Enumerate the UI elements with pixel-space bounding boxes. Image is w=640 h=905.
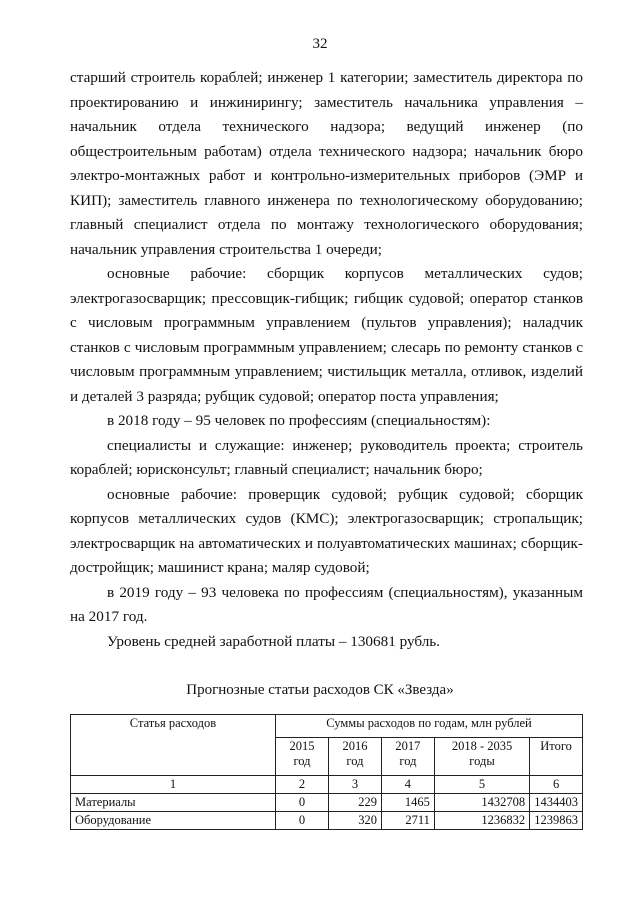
table-row [71,812,583,830]
table-cell: 0 [276,812,329,830]
table-cell: 1236832 [434,812,529,830]
paragraph: Уровень средней заработной платы – 130681 рубль. [107,632,441,650]
column-number: 4 [381,776,434,794]
column-number: 5 [434,776,529,794]
column-header-item: Статья расходов [71,715,276,776]
table-cell: 320 [328,812,381,830]
column-number: 1 [71,776,276,794]
paragraph: специалисты и служащие: инженер; руководитель проекта; строитель кораблей; юрисконсульт; главный специалист; начальник бюро; [70,436,583,478]
column-number-row [71,776,583,794]
expense-table [70,714,583,830]
column-header-year: 2018 - 2035 годы [434,738,529,776]
paragraph: основные рабочие: сборщик корпусов металлических судов; электрогазосварщик; прессовщик-гибщик; гибщик судовой; оператор станков с числовым программным управлением (пультов управления); наладчик станков с числовым программным управлением; слесарь по ремонту станков с числовым программным управлением; чистильщик металла, отливок, изделий и деталей 3 разряда; рубщик судовой; оператор поста управления; [70,265,583,405]
table-cell: 1239863 [530,812,583,830]
table-cell: 229 [328,794,381,812]
column-number: 3 [328,776,381,794]
table-header-row [71,715,583,738]
table-caption: Прогнозные статьи расходов СК «Звезда» [186,682,454,698]
column-header-year: 2016 год [328,738,381,776]
table-cell: 2711 [381,812,434,830]
column-header-group: Суммы расходов по годам, млн рублей [276,715,583,738]
table-cell: 1434403 [530,794,583,812]
row-label: Материалы [71,794,276,812]
body-text [70,66,583,654]
paragraph: в 2019 году – 93 человека по профессиям (специальностям), указанным на 2017 год. [70,583,583,625]
column-number: 6 [530,776,583,794]
table-cell: 1432708 [434,794,529,812]
paragraph: старший строитель кораблей; инженер 1 категории; заместитель директора по проектированию и инжинирингу; заместитель начальника управления – начальник отдела технического надзора; ведущий инженер (по общестроительным работам) отдела технического надзора; начальник бюро электро-монтажных работ и контрольно-измерительных приборов (ЭМР и КИП); заместитель главного инженера по технологическому оборудованию; главный специалист отдела по монтажу технологического оборудования; начальник управления строительства 1 очереди; [70,69,583,258]
table-row [71,794,583,812]
column-number: 2 [276,776,329,794]
page-number: 32 [312,36,328,52]
column-header-year: 2017 год [381,738,434,776]
table-cell: 1465 [381,794,434,812]
paragraph: в 2018 году – 95 человек по профессиям (специальностям): [107,412,491,429]
column-header-year: 2015 год [276,738,329,776]
paragraph: основные рабочие: проверщик судовой; рубщик судовой; сборщик корпусов металлических судов (КМС); электрогазосварщик; стропальщик; электросварщик на автоматических и полуавтоматических машинах; сборщик-достройщик; машинист крана; маляр судовой; [70,485,583,576]
table-cell: 0 [276,794,329,812]
column-header-total: Итого [530,738,583,776]
row-label: Оборудование [71,812,276,830]
